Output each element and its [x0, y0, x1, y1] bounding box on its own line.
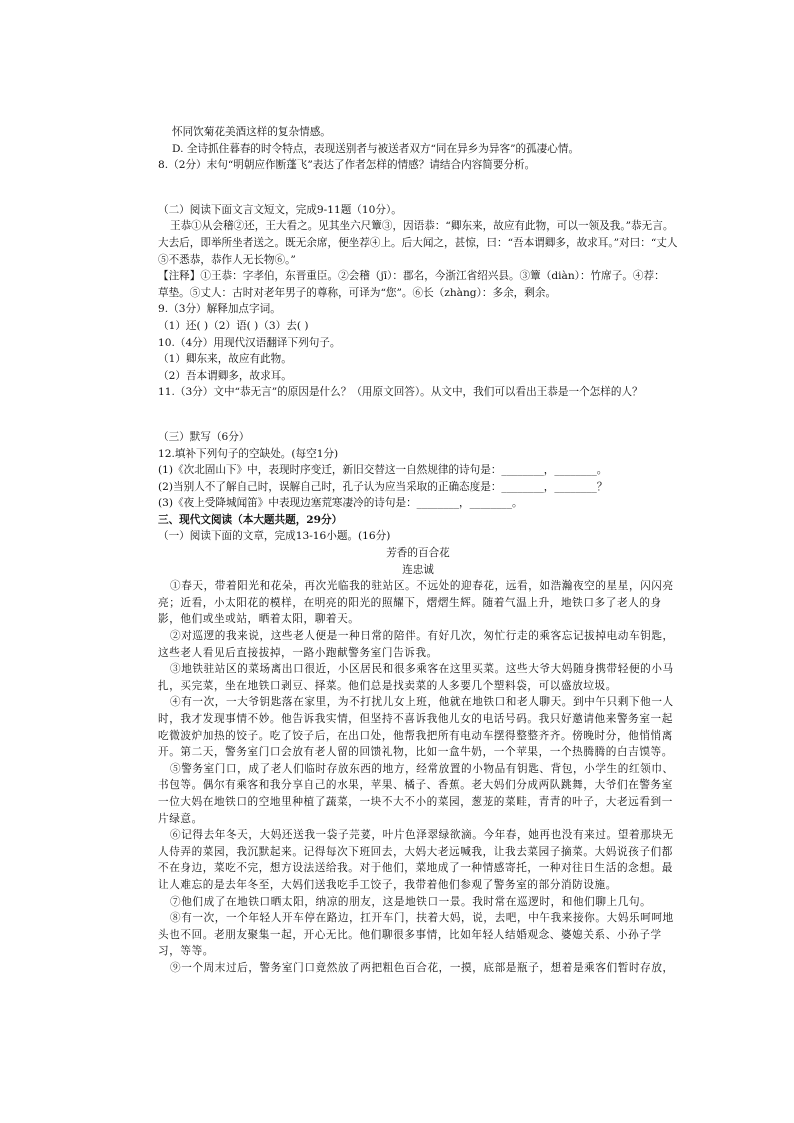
article-paragraph: ③地铁驻站区的菜场离出口很近，小区居民和很多乘客在这里买菜。这些大爷大妈随身携带轻便的小马扎，买完菜，坐在地铁口剥豆、择菜。他们总是找卖菜的人多要几个塑料袋，可以盛放垃圾。 — [158, 663, 674, 692]
article-paragraph: ⑧有一次，一个年轻人开车停在路边，扛开车门，扶着大妈，说，去吧，中午我来接你。大妈乐呵呵地头也不回。老朋友聚集一起，开心无比。他们聊很多事情，比如年轻人结婚观念、婆媳关系、小孙子学习，等等。 — [158, 912, 674, 958]
classical-text: 王恭①从会稽②还，王大看之。见其坐六尺簟③，因语恭：“卿东来，故应有此物，可以一领及我。”恭无言。大去后，即举所坐者送之。既无余席，便坐荐④上。后大闻之，甚惊，曰：“吾本谓卿多，故求耳。”对曰：“丈人⑤不悉恭，恭作人无长物⑥。” — [158, 220, 678, 266]
article-paragraph: ⑤警务室门口，成了老人们临时存放东西的地方，经常放置的小物品有钥匙、背包，小学生的红领巾、书包等。偶尔有乘客和我分享自己的水果，苹果、橘子、香蕉。老大妈们分成两队跳舞，大爷们在警务室一位大妈在地铁口的空地里种植了蔬菜，一块不大不小的菜园，葱茏的菜畦，青青的叶子，大老远看到一片绿意。 — [158, 762, 674, 825]
article-paragraph: ②对巡逻的我来说，这些老人便是一种日常的陪伴。有好几次，匆忙行走的乘客忘记拔掉电动车钥匙，这些老人看见后直接拔掉，一路小跑献警务室门告诉我。 — [158, 630, 674, 659]
classical-notes-1: 【注释】①王恭：字孝伯，东晋重臣。②会稽（jī）：郡名，今浙江省绍兴县。③簟（diàn）：竹席子。④荐： — [158, 270, 665, 283]
question-9-items: （1）还( )（2）语( )（3）去( ) — [158, 319, 309, 332]
article-title: 芳香的百合花 — [386, 547, 450, 560]
article-body — [158, 578, 678, 976]
article-author: 连忠诚 — [402, 563, 434, 576]
question-12: 12.填补下列句子的空缺处。(每空1分) — [158, 447, 339, 460]
article-paragraph: ①春天，带着阳光和花朵，再次光临我的驻站区。不远处的迎春花，远看，如浩瀚夜空的星星，闪闪亮亮；近看，小太阳花的模样，在明亮的阳光的照耀下，熠熠生辉。随着气温上升，地铁口多了老人的身影，他们或坐或站，晒着太阳，聊着天。 — [158, 580, 674, 626]
section-three-heading: 三、现代文阅读（本大题共题，29分） — [158, 513, 343, 526]
exam-page — [158, 124, 678, 977]
option-d: D. 全诗抓住暮春的时令特点，表现送别者与被送者双方“同在异乡为异客”的孤凄心情。 — [172, 142, 580, 155]
question-12-b: (2)当别人不了解自己时，误解自己时，孔子认为应当采取的正确态度是：________，________？ — [158, 480, 608, 493]
question-12-c: (3)《夜上受降城闻笛》中表现边塞荒寒凄冷的诗句是：________，________。 — [158, 497, 523, 510]
question-8: 8.（2分）末句“明朝应作断蓬飞”表达了作者怎样的情感？请结合内容简要分析。 — [158, 159, 536, 172]
dictation-heading: （三）默写（6分） — [158, 430, 250, 443]
question-10-b: （2）吾本谓卿多，故求耳。 — [158, 369, 292, 382]
question-11: 11.（3分）文中“恭无言”的原因是什么？（用原文回答）。从文中，我们可以看出王恭是一个怎样的人？ — [158, 386, 643, 399]
classical-notes-2: 草垫。⑤丈人：古时对老年男子的尊称，可译为“您”。⑥长（zhàng）：多余，剩余。 — [158, 286, 557, 299]
article-paragraph: ⑨一个周末过后，警务室门口竟然放了两把粗色百合花，一摸，底部是瓶子，想着是乘客们暂时存放， — [170, 961, 674, 974]
question-10-a: （1）卿东来，故应有此物。 — [158, 353, 292, 366]
text-line: 怀同饮菊花美酒这样的复杂情感。 — [172, 126, 331, 138]
classical-heading: （二）阅读下面文言文短文，完成9-11题（10分）。 — [158, 203, 402, 216]
modern-reading-heading: （一）阅读下面的文章，完成13-16小题。(16分) — [158, 530, 391, 543]
article-paragraph: ⑦他们成了在地铁口晒太阳，纳凉的朋友，这是地铁口一景。我时常在巡逻时，和他们聊上几句。 — [170, 895, 652, 908]
article-paragraph: ④有一次，一大爷钥匙落在家里，为不打扰儿女上班，他就在地铁口和老人聊天。到中午只剩下他一人时，我才发现事情不妙。他告诉我实情，但坚持不喜诉我他儿女的电话号码。我只好邀请他来警务室一起吃微波炉加热的饺子。吃了饺子后，在出口处，他帮我把所有电动车摆得整整齐齐。傍晚时分，他悄悄离开。第二天，警务室门口会放有老人留的回馈礼物，比如一盒牛奶，一个苹果，一个热腾腾的白吉馍等。 — [158, 696, 674, 759]
question-9: 9.（3分）解释加点字词。 — [158, 303, 281, 316]
article-paragraph: ⑥记得去年冬天，大妈还送我一袋子芫荽，叶片色泽翠绿欲滴。今年春，她再也没有来过。望着那块无人侍弄的菜园，我沉默起来。记得每次下班回去，大妈大老远喊我，让我去菜园子摘菜。大妈说孩子们都不在身边，菜吃不完，想方设法送给我。对于他们，菜地成了一种情感寄托，一种对往日生活的念想。最让人难忘的是去年冬至，大妈们送我吃手工饺子，我带着他们参观了警务室的部分消防设施。 — [158, 829, 674, 891]
question-10: 10.（4分）用现代汉语翻译下列句子。 — [158, 336, 341, 349]
question-12-a: (1)《次北固山下》中，表现时序变迁，新旧交替这一自然规律的诗句是：________，________。 — [158, 464, 608, 477]
